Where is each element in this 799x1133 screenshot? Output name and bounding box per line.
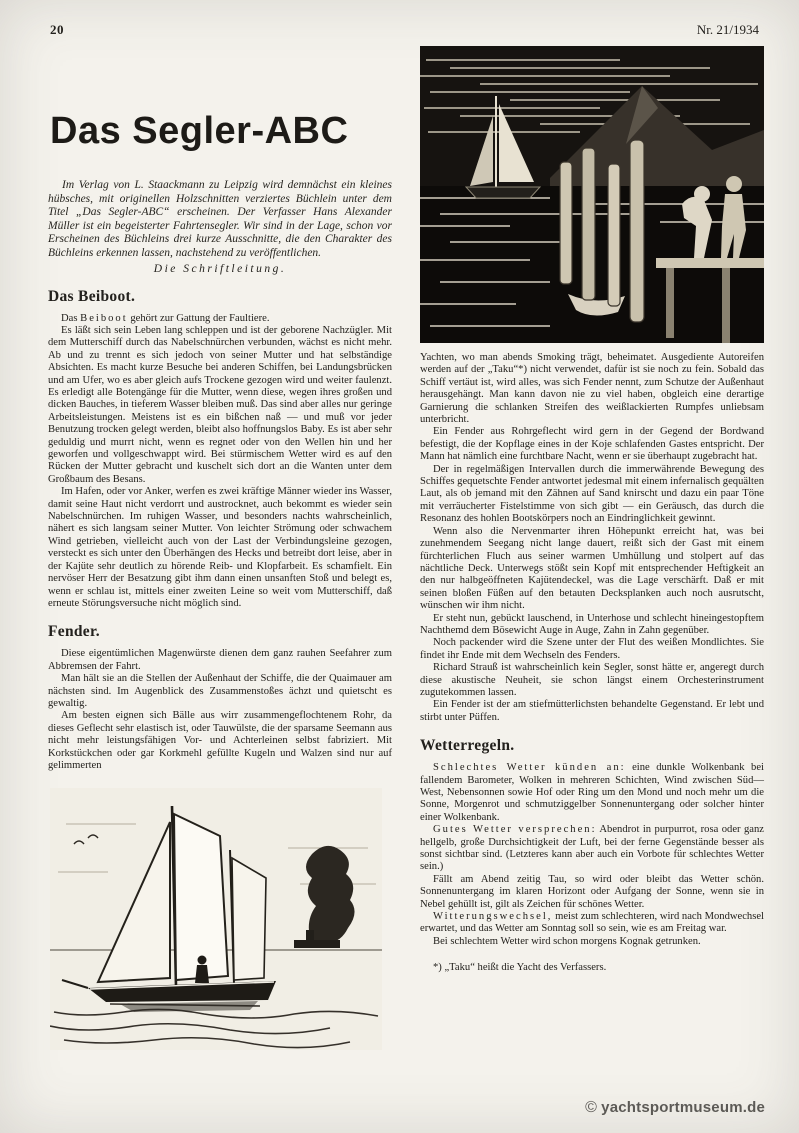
article-intro: Im Verlag von L. Staackmann zu Leipzig wird demnächst ein kleines hübsches, mit originellen Holzschnitten verziertes Büchlein unter dem Titel „Das Segler-ABC“ erscheinen. Der Verfasser Hans Alexander Müller ist ein begeisterter Fahrtensegler. Wir sind in der Lage, schon vor Erscheinen des Büchleins drei kurze Ausschnitte, die den Charakter des Büchleins erkennen lassen, nachstehend zu veröffentlichen. xyxy=(48,179,392,259)
paragraph xyxy=(420,824,764,874)
section-heading-wetterregeln: Wetterregeln. xyxy=(420,737,515,755)
paragraph: Diese eigentümlichen Magenwürste dienen dem ganz rauhen Seefahrer zum Abbremsen der Fahrt. xyxy=(48,648,392,672)
watermark-text: yachtsportmuseum.de xyxy=(601,1099,765,1116)
paragraph: Yachten, wo man abends Smoking trägt, beheimatet. Ausgediente Autoreifen werden auf der „Taku“*) nicht verwendet, dafür ist sie noch zu fein. Sobald das Schiff vertäut ist, wird alles, was sich Fender nennt, zum Schutze der Außenhaut herausgehängt. Man kann davon nie zu viel haben, obgleich eine derartige Garnierung die schlanken Streifen des weißlackierten Rumpfes unliebsam unterbricht. xyxy=(420,352,764,426)
paragraph-text: eine dunkle Wolkenbank bei fallendem Barometer, Wolken in mehreren Schichten, Wind zwischen Süd—West, Nebensonnen sowie Hof oder Ring um den Mond und noch mehr um die Sonne, Morgenrot und schmutziggelber Sonnenuntergang oder solcher hinter einer Wolkenbank. xyxy=(420,762,765,823)
sailboat-illustration-svg xyxy=(50,788,382,1050)
paragraph: Er steht nun, gebückt lauschend, in Unterhose und schlecht hineingestopftem Nachthemd dem Bösewicht Auge in Auge, Zahn in Zahn gegenüber. xyxy=(420,612,764,636)
paragraph-lead: Gutes Wetter versprechen: xyxy=(433,824,597,836)
paragraph: Am besten eignen sich Bälle aus wirr zusammengeflochtenem Rohr, da dieses Geflecht sehr elastisch ist, oder Tauwülste, die der sparsame Seemann aus nicht mehr leistungsfähigen Vor- und Achterleinen selbst fabriziert. Mit Korkstückchen oder gar Korkmehl gefüllte Kugeln und Walzen sind nur auf gelimmerten xyxy=(48,710,392,771)
paragraph xyxy=(48,313,392,325)
harbor-illustration-svg xyxy=(420,46,764,343)
paragraph: Richard Strauß ist wahrscheinlich kein Segler, sonst hätte er, angeregt durch diese akustische Neuheit, sie schon längst einem Orchesterinstrument zugutekommen lassen. xyxy=(420,662,764,698)
paragraph: Ein Fender aus Rohrgeflecht wird gern in der Gegend der Bordwand befestigt, die der Kopflage eines in der Koje schlafenden Gastes entspricht. Der Mann hat nämlich eine furchtbare Nacht, wenn er sie überhaupt zugebracht hat. xyxy=(420,426,764,463)
paragraph-text: meist zum schlechteren, wird nach Mondwechsel erwartet, und das Wetter am Sonntag soll so sein, wie es am Freitag war. xyxy=(420,911,764,935)
paragraph-lead: Witterungswechsel, xyxy=(433,911,553,923)
paragraph: Ein Fender ist der am stiefmütterlichsten behandelte Gegenstand. Er lebt und stirbt unter Püffen. xyxy=(420,699,764,723)
paragraph-text: gehört zur Gattung der Faultiere. xyxy=(127,312,270,324)
paragraph: Man hält sie an die Stellen der Außenhaut der Schiffe, die der Quaimauer am nächsten sind. Im Augenblick des Zusammenstoßes ächzt und quietscht es gewaltig. xyxy=(48,673,392,709)
paragraph: Es läßt sich sein Leben lang schleppen und ist der geborene Nachzügler. Mit dem Mutterschiff durch das Nabelschnürchen verbunden, wächst es nicht mehr. Ab und zu trennt es sich jedoch von seiner Mutter und hat selbständige Absichten. Es macht kurze Besuche bei anderen Schiffen, bei Landungsbrücken und am Ufer, wo es aber gleich aufs Trockene gezogen wird und weiter faulenzt. Es erledigt alle Botengänge für die Mutter, wenn diese, wegen ihres großen und dicken Bauches, in tieferem Wasser bleiben muß. Das sind aber alles nur geringe Arbeitsleistungen. Meistens ist es ein bißchen naß — und muß vor jeder Benutzung trocken gelegt werden, bleibt also hoffnungslos Baby. Es ist aber sehr geduldig und murrt nicht, wenn es regnet oder von den Wellen hin und her geworfen und vollgeschwappt wird. Bei stürmischem Wetter wird es auf den Rücken der Mutter gebracht und kuschelt sich dort an die Wanten unter dem Großbaum des Besans. xyxy=(48,324,392,485)
footnote: *) „Taku“ heißt die Yacht des Verfassers. xyxy=(433,962,607,974)
paragraph: Bei schlechtem Wetter wird schon morgens Kognak getrunken. xyxy=(433,935,701,947)
paragraph-text: Abendrot in purpurrot, rosa oder ganz hellgelb, große Durchsichtigkeit der Luft, bei der ferne Gegenstände besser als sonst sichtbar sind. (Letzteres kann aber auch ein Vorbote für schlechtes Wetter sein.) xyxy=(420,824,765,873)
right-column xyxy=(420,46,764,975)
section-heading-beiboot: Das Beiboot. xyxy=(48,287,136,305)
harbor-woodcut-illustration xyxy=(420,46,764,343)
steamer-hull xyxy=(294,940,340,948)
paragraph: Noch packender wird die Szene unter der Flut des weißen Mondlichtes. Sie findet ihr Ende mit dem Wechseln des Fenders. xyxy=(420,637,764,661)
sailboat-woodcut-illustration xyxy=(50,788,392,1050)
paragraph: Fällt am Abend zeitig Tau, so wird oder bleibt das Wetter schön. Sonnenuntergang im klaren Horizont oder Aufgang der Sonne, wenn sie in Nebel gehüllt ist, gilt als Zeichen für schönes Wetter. xyxy=(420,873,764,910)
intro-signature: Die Schriftleitung. xyxy=(153,262,287,275)
paragraph: Der in regelmäßigen Intervallen durch die immerwährende Bewegung des Schiffes gequetschte Fender antwortet jedesmal mit einem infernalisch gequälten Laut, als ob jemand mit den Zähnen auf Sand knirscht und dazu ein paar Töne mit verräucherter Fistelstimme von sich gibt — ein Geräusch, das durch die Resonanz des hohlen Bootskörpers noch an Eindringlichkeit gewinnt. xyxy=(420,463,764,525)
article-title: Das Segler-ABC xyxy=(50,110,349,152)
left-column xyxy=(48,46,392,1050)
section-heading-fender: Fender. xyxy=(48,623,100,641)
paragraph: Im Hafen, oder vor Anker, werfen es zwei kräftige Männer wieder ins Wasser, damit seine Haut nicht verdorrt und austrocknet, auch bekommt es wieder sein Nabelschnürchen. Im ruhigen Wasser, und besonders nachts wahrscheinlich, nähert es sich langsam seiner Mutter. Von leichter Strömung oder schwachem Wind getrieben, vielleicht auch von der Last der Verbindungsleine gezogen, versteckt es sich unter den Überhängen des Hecks und betreibt dort leise, aber in der Kajüte sehr deutlich zu hörende Reib- und Klopfarbeit. Es schamfielt. Ein nervöser Herr der Besatzung gibt ihm dann einen unsanften Stoß und belegt es, wenn er schlau ist, mittels einer zweiten Leine so weit vom Mutterschiff, daß erneute Störungsversuche nicht möglich sind. xyxy=(48,486,392,609)
paragraph-lead: Schlechtes Wetter künden an: xyxy=(433,762,626,774)
paragraph: Wenn also die Nervenmarter ihren Höhepunkt erreicht hat, was bei zunehmendem Seegang nicht lange dauert, reißt sich der Gast mit einem fürchterlichen Fluch aus seiner warmen Umhüllung und stolpert auf das nächtliche Deck. Unterwegs stößt sein Kopf mit entsprechender Heftigkeit an den nur halbgeöffneten Kajütendeckel, was die Lage verschärft. Daß er mit seinen bloßen Füßen auf den betauten Decksplanken auch noch ausrutscht, wünschen wir ihm nicht. xyxy=(420,525,764,612)
paragraph xyxy=(420,762,764,824)
paragraph-lead: Beiboot xyxy=(80,312,128,324)
watermark xyxy=(585,1099,765,1117)
page-number: 20 xyxy=(50,22,64,37)
issue-number: Nr. 21/1934 xyxy=(696,22,759,37)
paragraph-text: Das xyxy=(61,312,81,324)
copyright-icon: © xyxy=(585,1099,598,1116)
paragraph xyxy=(420,911,764,936)
